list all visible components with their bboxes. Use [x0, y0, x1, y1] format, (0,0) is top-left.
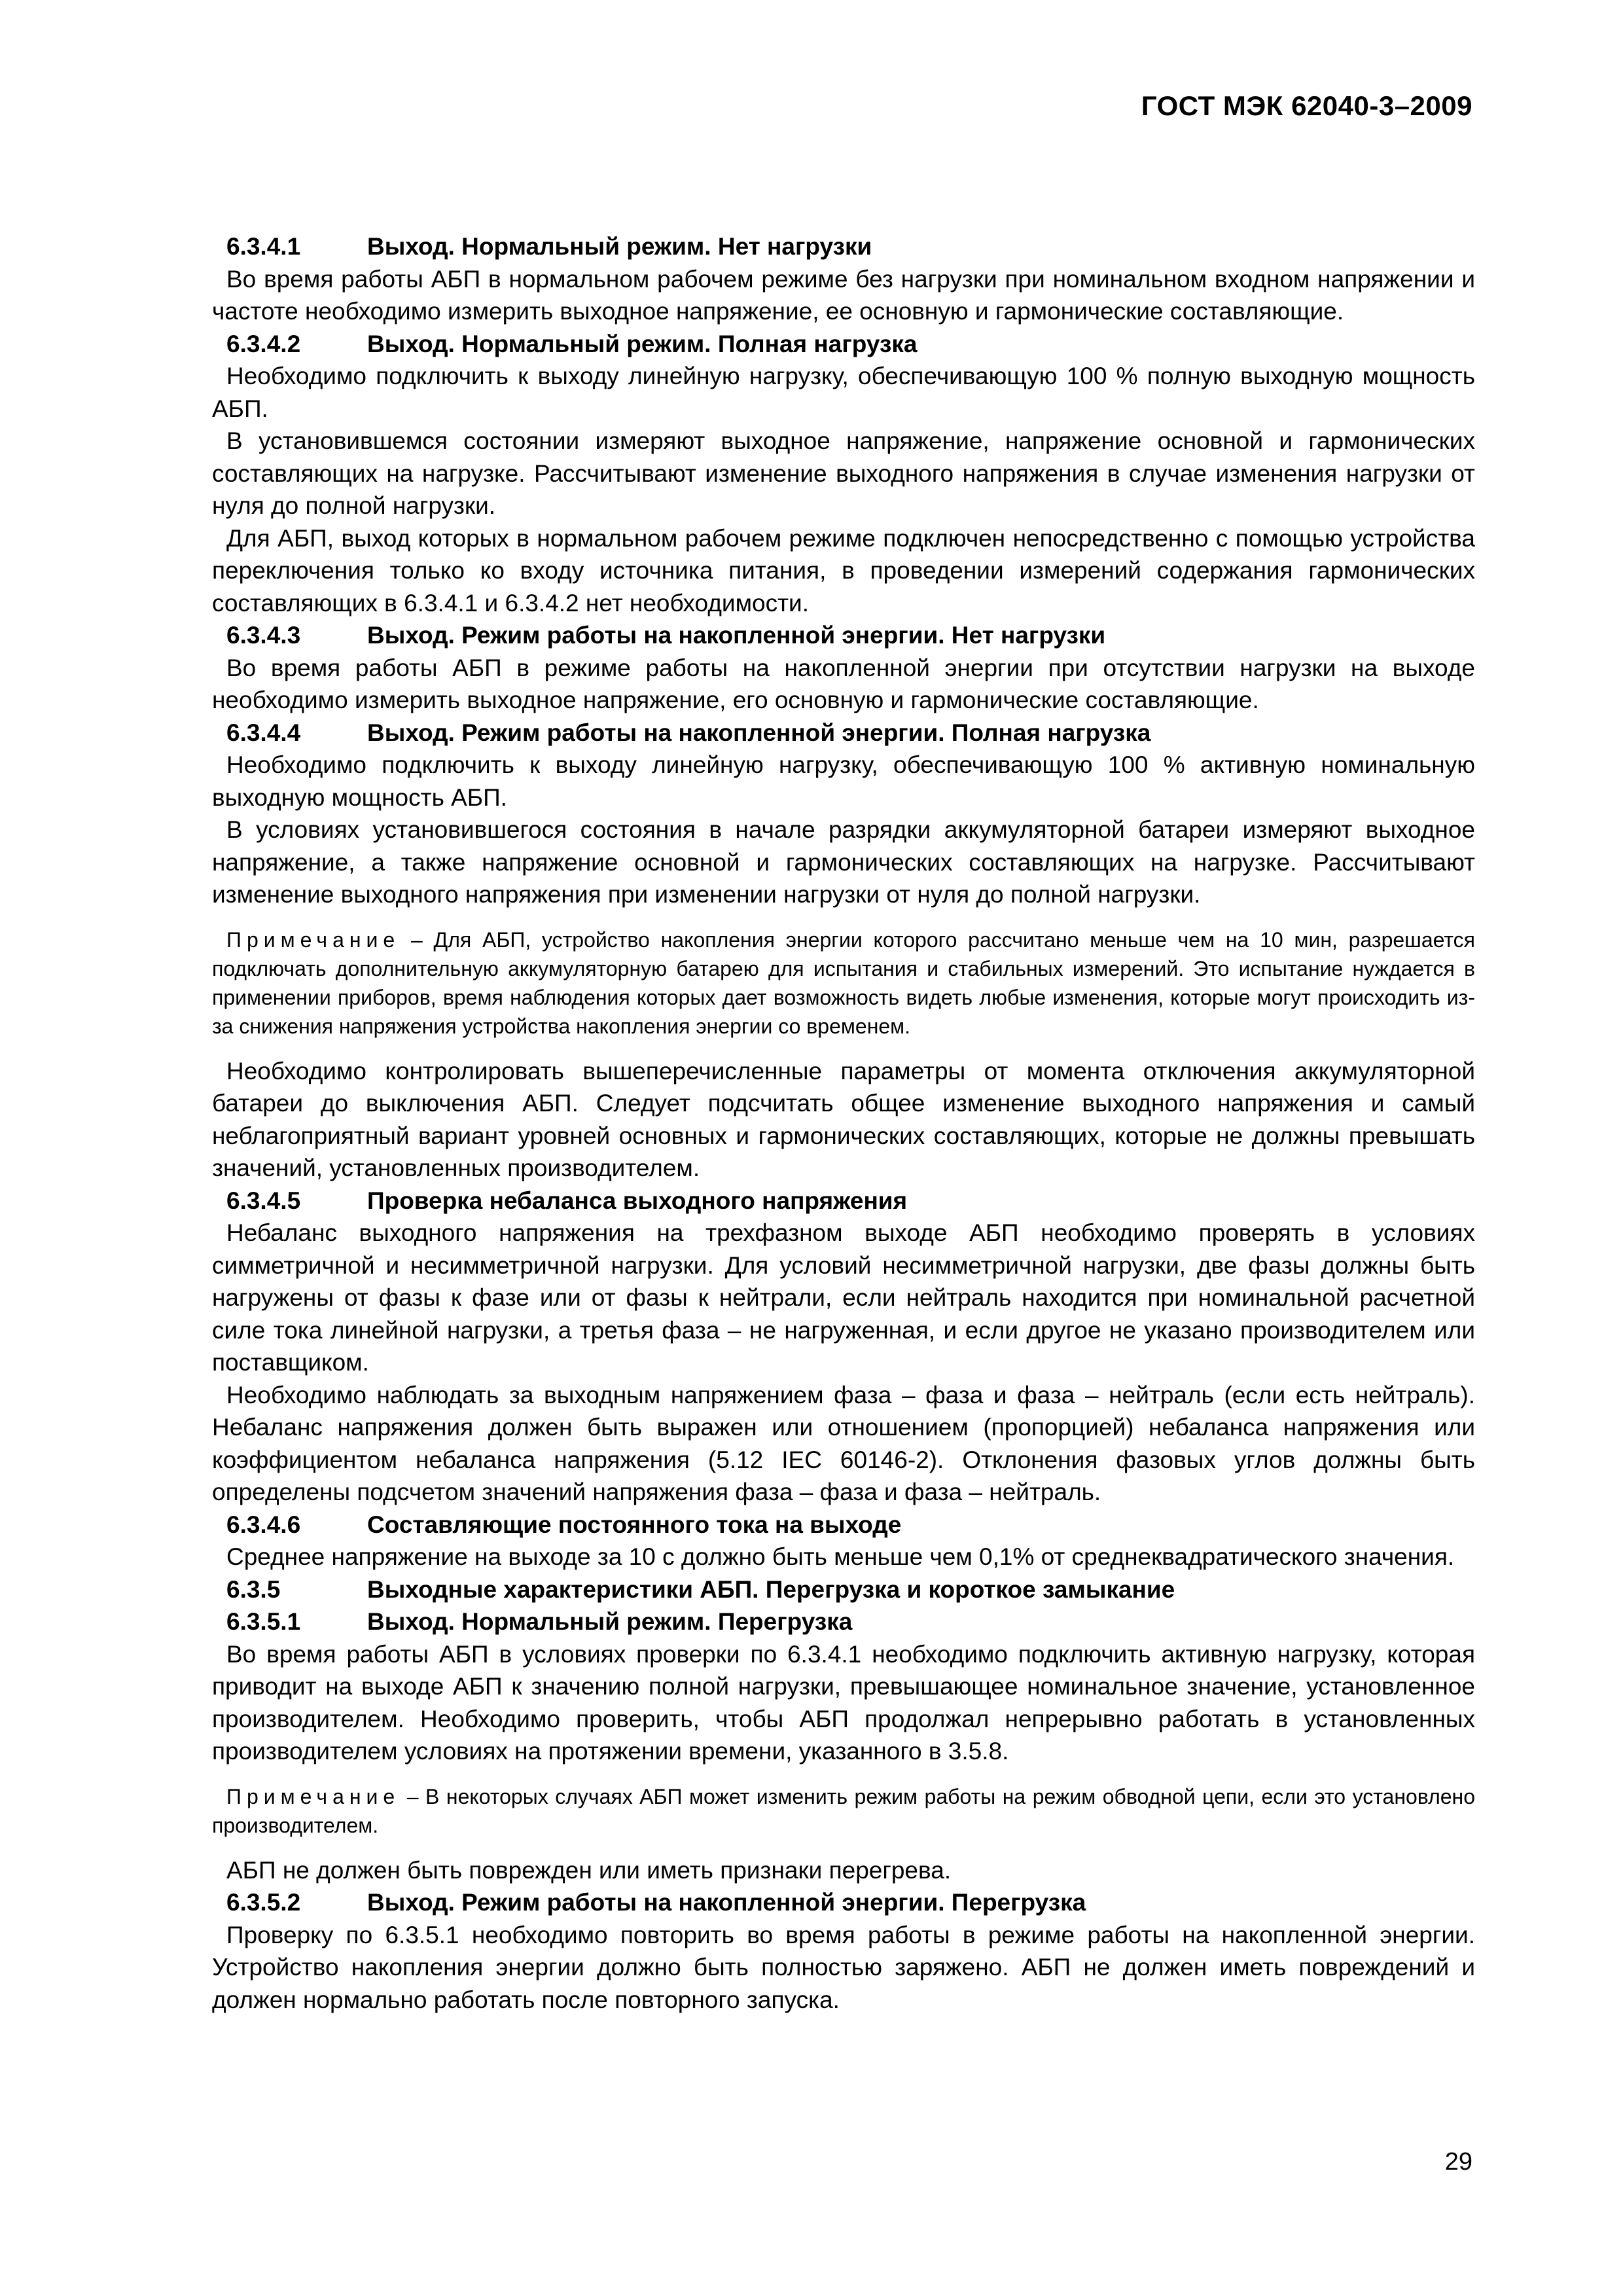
section-heading-6-3-4-5	[212, 1185, 1475, 1217]
paragraph: Во время работы АБП в режиме работы на накопленной энергии при отсутствии нагрузки на выходе необходимо измерить выходное напряжение, его основную и гармонические составляющие.	[212, 654, 1475, 713]
section-heading-6-3-5-2	[212, 1886, 1475, 1919]
section-number: 6.3.4.4	[226, 719, 301, 746]
section-number: 6.3.5	[226, 1575, 281, 1603]
note-text: – Для АБП, устройство накопления энергии которого рассчитано меньше чем на 10 мин, разрешается подключать дополнительную аккумуляторную батарею для испытания и стабильных измерений. Это испытание нуждается в применении приборов, время наблюдения которых дает возможность видеть любые изменения, которые могут происходить из-за снижения напряжения устройства накопления энергии со временем.	[212, 927, 1475, 1038]
paragraph: Небаланс выходного напряжения на трехфазном выходе АБП необходимо проверять в условиях симметричной и несимметричной нагрузки. Для условий несимметричной нагрузки, две фазы должны быть нагружены от фазы к фазе или от фазы к нейтрали, если нейтраль находится при номинальной расчетной силе тока линейной нагрузки, а третья фаза – не нагруженная, и если другое не указано производителем или поставщиком.	[212, 1219, 1475, 1376]
paragraph: АБП не должен быть поврежден или иметь признаки перегрева.	[226, 1856, 952, 1884]
section-title: Выход. Нормальный режим. Перегрузка	[367, 1608, 853, 1635]
paragraph: Среднее напряжение на выходе за 10 с должно быть меньше чем 0,1% от среднеквадратического значения.	[226, 1543, 1455, 1570]
note	[212, 925, 1475, 1041]
section-heading-6-3-4-3	[212, 619, 1475, 652]
document-body	[212, 230, 1475, 2016]
note-label: Примечание	[226, 1784, 401, 1808]
section-heading-6-3-4-2	[212, 328, 1475, 361]
paragraph: Проверку по 6.3.5.1 необходимо повторить во время работы в режиме работы на накопленной энергии. Устройство накопления энергии должно быть полностью заряжено. АБП не должен иметь повреждений и должен нормально работать после повторного запуска.	[212, 1921, 1475, 2013]
section-number: 6.3.4.3	[226, 622, 301, 649]
section-number: 6.3.4.1	[226, 233, 301, 260]
document-header: ГОСТ МЭК 62040-3–2009	[1141, 90, 1472, 121]
paragraph: В установившемся состоянии измеряют выходное напряжение, напряжение основной и гармонических составляющих на нагрузке. Рассчитывают изменение выходного напряжения в случае изменения нагрузки от нуля до полной нагрузки.	[212, 427, 1475, 519]
section-title: Выход. Нормальный режим. Полная нагрузка	[367, 330, 918, 357]
section-title: Выход. Режим работы на накопленной энергии. Перегрузка	[367, 1889, 1086, 1916]
section-number: 6.3.4.6	[226, 1511, 301, 1538]
section-number: 6.3.4.5	[226, 1187, 301, 1214]
page-number: 29	[1444, 2148, 1472, 2176]
section-heading-6-3-5	[212, 1573, 1475, 1606]
section-title: Составляющие постоянного тока на выходе	[367, 1511, 902, 1538]
paragraph: Необходимо наблюдать за выходным напряжением фаза – фаза и фаза – нейтраль (если есть нейтраль). Небаланс напряжения должен быть выражен или отношением (пропорцией) небаланса напряжения или коэффициентом небаланса напряжения (5.12 IEC 60146-2). Отклонения фазовых углов должны быть определены подсчетом значений напряжения фаза – фаза и фаза – нейтраль.	[212, 1381, 1475, 1505]
paragraph: Для АБП, выход которых в нормальном рабочем режиме подключен непосредственно с помощью устройства переключения только ко входу источника питания, в проведении измерений содержания гармонических составляющих в 6.3.4.1 и 6.3.4.2 нет необходимости.	[212, 524, 1475, 617]
section-number: 6.3.5.2	[226, 1889, 301, 1916]
section-title: Выход. Режим работы на накопленной энергии. Нет нагрузки	[367, 622, 1106, 649]
note-label: Примечание	[226, 927, 401, 952]
paragraph: Необходимо подключить к выходу линейную нагрузку, обеспечивающую 100 % полную выходную мощность АБП.	[212, 363, 1475, 422]
section-title: Выход. Нормальный режим. Нет нагрузки	[367, 233, 872, 260]
section-heading-6-3-4-1	[212, 230, 1475, 263]
paragraph: Во время работы АБП в нормальном рабочем режиме без нагрузки при номинальном входном напряжении и частоте необходимо измерить выходное напряжение, ее основную и гармонические составляющие.	[212, 265, 1475, 325]
section-heading-6-3-4-4	[212, 717, 1475, 749]
section-number: 6.3.4.2	[226, 330, 301, 357]
note	[212, 1782, 1475, 1840]
section-title: Проверка небаланса выходного напряжения	[367, 1187, 908, 1214]
section-heading-6-3-5-1	[212, 1605, 1475, 1638]
section-number: 6.3.5.1	[226, 1608, 301, 1635]
paragraph: Необходимо подключить к выходу линейную нагрузку, обеспечивающую 100 % активную номинальную выходную мощность АБП.	[212, 751, 1475, 811]
note-text: – В некоторых случаях АБП может изменить режим работы на режим обводной цепи, если это установлено производителем.	[212, 1784, 1475, 1837]
section-title: Выход. Режим работы на накопленной энергии. Полная нагрузка	[367, 719, 1151, 746]
paragraph: Необходимо контролировать вышеперечисленные параметры от момента отключения аккумуляторной батареи до выключения АБП. Следует подсчитать общее изменение выходного напряжения и самый неблагоприятный вариант уровней основных и гармонических составляющих, которые не должны превышать значений, установленных производителем.	[212, 1057, 1475, 1181]
paragraph: В условиях установившегося состояния в начале разрядки аккумуляторной батареи измеряют выходное напряжение, а также напряжение основной и гармонических составляющих на нагрузке. Рассчитывают изменение выходного напряжения при изменении нагрузки от нуля до полной нагрузки.	[212, 816, 1475, 908]
paragraph: Во время работы АБП в условиях проверки по 6.3.4.1 необходимо подключить активную нагрузку, которая приводит на выходе АБП к значению полной нагрузки, превышающее номинальное значение, установленное производителем. Необходимо проверить, чтобы АБП продолжал непрерывно работать в установленных производителем условиях на протяжении времени, указанного в 3.5.8.	[212, 1640, 1475, 1765]
section-title: Выходные характеристики АБП. Перегрузка и короткое замыкание	[367, 1575, 1175, 1603]
section-heading-6-3-4-6	[212, 1509, 1475, 1541]
